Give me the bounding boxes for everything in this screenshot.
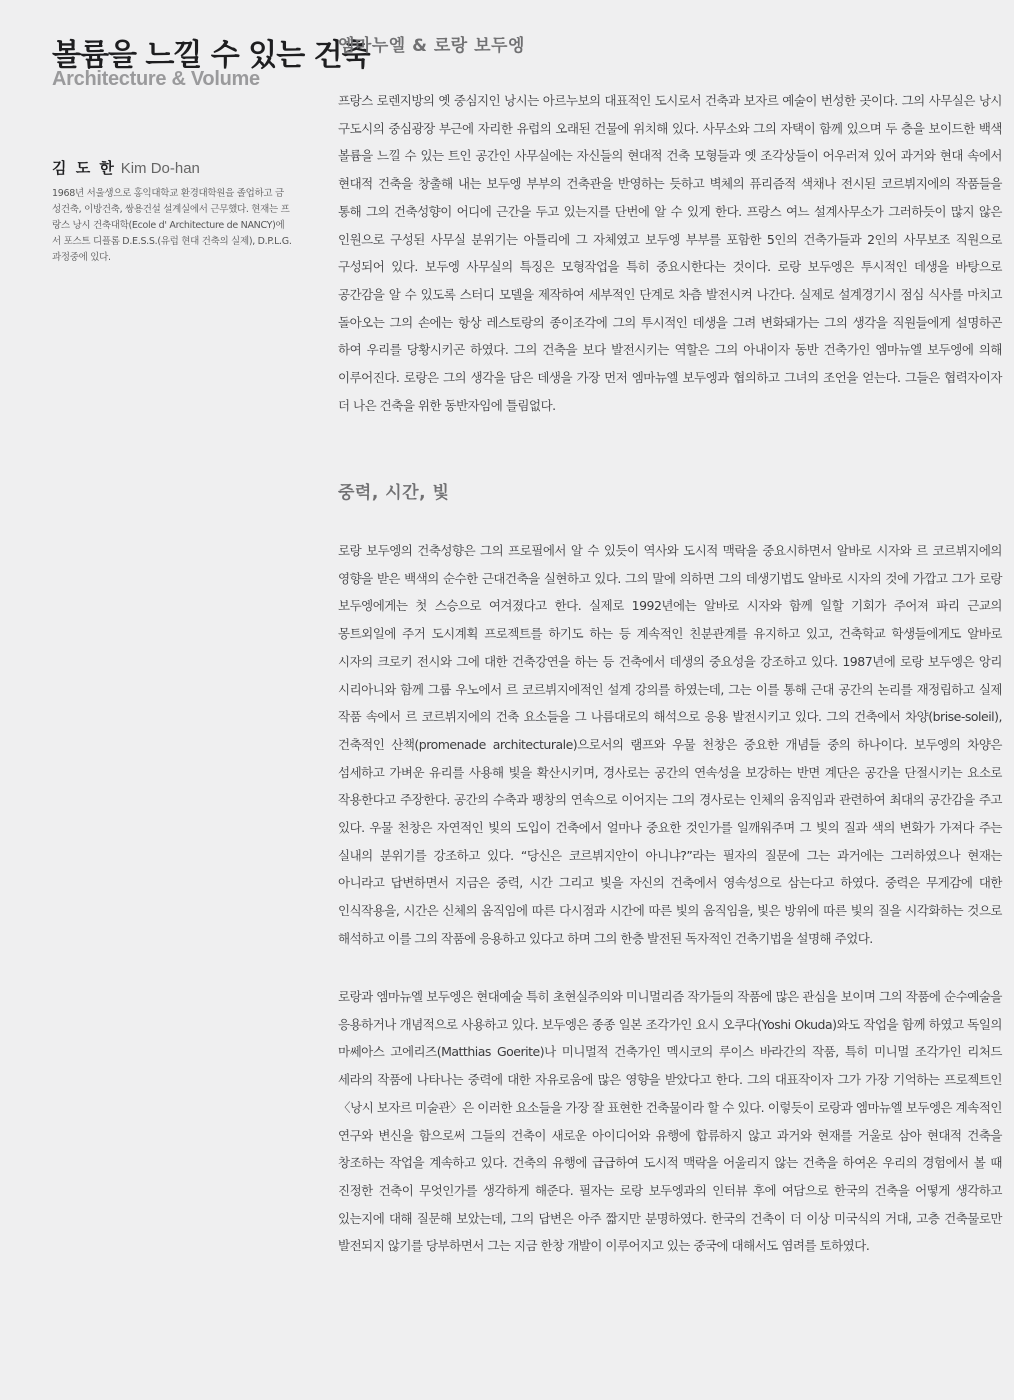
article-paragraph: 로랑과 엠마뉴엘 보두엥은 현대예술 특히 초현실주의와 미니멀리즘 작가들의 작품에 많은 관심을 보이며 그의 작품에 순수예술을 응용하거나 개념적으로 사용하고 있다. 보두엥은 종종 일본 조각가인 요시 오쿠다(Yoshi Okuda)와도 작업을 함께 하였고 독일의 마쎄아스 고에리즈(Matthias Goerite)나 미니멀적 건축가인 멕시코의 루이스 바라간의 작품, 특히 미니멀 조각가인 리처드 세라의 작품에 나타나는 중력에 대한 자유로움에 많은 영향을 받았다고 한다. 그의 대표작이자 그가 가장 기억하는 프로젝트인 〈낭시 보자르 미술관〉은 이러한 요소들을 가장 잘 표현한 건축물이라 할 수 있다. 이렇듯이 로랑과 엠마뉴엘 보두엥은 계속적인 연구와 변신을 함으로써 그들의 건축이 새로운 아이디어와 유행에 합류하지 않고 과거와 현재를 거울로 삼아 현대적 건축을 창조하는 작업을 계속하고 있다. 건축의 유행에 급급하여 도시적 맥락을 어울리지 않는 건축을 하여온 우리의 경험에서 볼 때 진정한 건축이 무엇인가를 생각하게 해준다. 필자는 로랑 보두엥과의 인터뷰 후에 여담으로 한국의 건축을 어떻게 생각하고 있는지에 대해 질문해 보았는데, 그의 답변은 아주 짧지만 분명하였다. 한국의 건축이 더 이상 미국식의 거대, 고층 건축물로만 발전되지 않기를 당부하면서 그는 지금 한창 개발이 이루어지고 있는 중국에 대해서도 염려를 토하였다. xyxy=(338,989,1002,1254)
article-paragraph: 로랑 보두엥의 건축성향은 그의 프로필에서 알 수 있듯이 역사와 도시적 맥락을 중요시하면서 알바로 시자와 르 코르뷔지에의 영향을 받은 백색의 순수한 근대건축을 실현하고 있다. 그의 말에 의하면 그의 데생기법도 알바로 시자의 것에 가깝고 그가 로랑 보두엥에게는 첫 스승으로 여겨졌다고 한다. 실제로 1992년에는 알바로 시자와 함께 일할 기회가 주어져 파리 근교의 몽트외일에 주거 도시계획 프로젝트를 하기도 하는 등 계속적인 친분관계를 유지하고 있고, 건축학교 학생들에게도 알바로 시자의 크로키 전시와 그에 대한 건축강연을 하는 등 건축에서 데생의 중요성을 강조하고 있다. 1987년에 로랑 보두엥은 앙리 시리아니와 함께 그룹 우노에서 르 코르뷔지에적인 설계 강의를 하였는데, 그는 이를 통해 근대 공간의 논리를 재정립하고 실제 작품 속에서 르 코르뷔지에의 건축 요소들을 그 나름대로의 해석으로 응용 발전시키고 있다. 그의 건축에서 차양(brise-soleil), 건축적인 산책(promenade architecturale)으로서의 램프와 우물 천창은 중요한 개념들 중의 하나이다. 보두엥의 차양은 섬세하고 가벼운 유리를 사용해 빛을 확산시키며, 경사로는 공간의 연속성을 보강하는 반면 계단은 공간을 단절시키는 요소로 작용한다고 주장한다. 공간의 수축과 팽창의 연속으로 이어지는 그의 경사로는 인체의 움직임과 관련하여 최대의 공간감을 주고 있다. 우물 천창은 자연적인 빛의 도입이 건축에서 얼마나 중요한 것인가를 일깨워주며 그 빛의 질과 색의 변화가 가져다 주는 실내의 분위기를 강조하고 있다. “당신은 코르뷔지안이 아니냐?”라는 필자의 질문에 그는 과거에는 그러하였으나 현재는 아니라고 답변하면서 지금은 중력, 시간 그리고 빛을 자신의 건축에서 영속성으로 삼는다고 하였다. 중력은 무게감에 대한 인식작용을, 시간은 신체의 움직임에 따른 다시점과 시간에 따른 빛의 움직임을, 빛은 방위에 따른 빛의 질을 시각화하는 것으로 해석하고 이를 그의 작품에 응용하고 있다고 하며 그의 한층 발전된 독자적인 건축기법을 설명해 주었다. xyxy=(338,543,1002,946)
author-name xyxy=(52,157,292,178)
article-paragraph: 프랑스 로렌지방의 옛 중심지인 낭시는 아르누보의 대표적인 도시로서 건축과 보자르 예술이 번성한 곳이다. 그의 사무실은 낭시 구도시의 중심광장 부근에 자리한 유럽의 오래된 건물에 위치해 있다. 사무소와 그의 자택이 함께 있으며 두 층을 보이드한 백색 볼륨을 느낄 수 있는 트인 공간인 사무실에는 자신들의 현대적 건축 모형들과 옛 조각상들이 어우러져 있어 과거와 현대 속에서 현대적 건축을 창출해 내는 보두엥 부부의 건축관을 반영하는 듯하고 벽체의 퓨리즘적 색채나 전시된 코르뷔지에의 작품들을 통해 그의 건축성향이 어디에 근간을 두고 있는지를 단번에 알 수 있게 한다. 프랑스 여느 설계사무소가 그러하듯이 많지 않은 인원으로 구성된 사무실 분위기는 아틀리에 그 자체였고 보두엥 부부를 포함한 5인의 건축가들과 2인의 사무보조 직원으로 구성되어 있다. 보두엥 사무실의 특징은 모형작업을 특히 중요시한다는 것이다. 로랑 보두엥은 투시적인 데생을 바탕으로 공간감을 알 수 있도록 스터디 모델을 제작하여 세부적인 단계로 차츰 발전시켜 나간다. 실제로 설계경기시 점심 식사를 마치고 돌아오는 그의 손에는 항상 레스토랑의 종이조각에 그의 투시적인 데생을 그려 변화돼가는 그의 생각을 직원들에게 설명하곤 하여 우리를 당황시키곤 하였다. 그의 건축을 보다 발전시키는 역할은 그의 아내이자 동반 건축가인 엠마뉴엘 보두엥에 의해 이루어진다. 로랑은 그의 생각을 담은 데생을 가장 먼저 엠마뉴엘 보두엥과 협의하고 그녀의 조언을 얻는다. 그들은 협력자이자 더 나은 건축을 위한 동반자임에 틀림없다. xyxy=(338,93,1002,413)
author-name-ko: 김 도 한 xyxy=(52,159,116,177)
author-name-en: Kim Do-han xyxy=(120,160,200,177)
page-subtitle: Architecture & Volume xyxy=(52,68,260,90)
author-bio: 1968년 서울생으로 홍익대학교 환경대학원을 졸업하고 금성건축, 이방건축, 쌍용건설 설계실에서 근무했다. 현재는 프랑스 낭시 건축대학(Ecole d' Architecture de NANCY)에서 포스트 디플롬 D.E.S.S.(유럽 현대 건축의 실제), D.P.L.G. 과정중에 있다. xyxy=(52,188,292,263)
section-heading: 중력, 시간, 빛 xyxy=(338,483,450,503)
article-heading: 엠마누엘 & 로랑 보두엥 xyxy=(338,36,525,56)
author-block xyxy=(52,157,292,266)
page-title: 볼륨을 느낄 수 있는 건축 xyxy=(52,38,370,73)
